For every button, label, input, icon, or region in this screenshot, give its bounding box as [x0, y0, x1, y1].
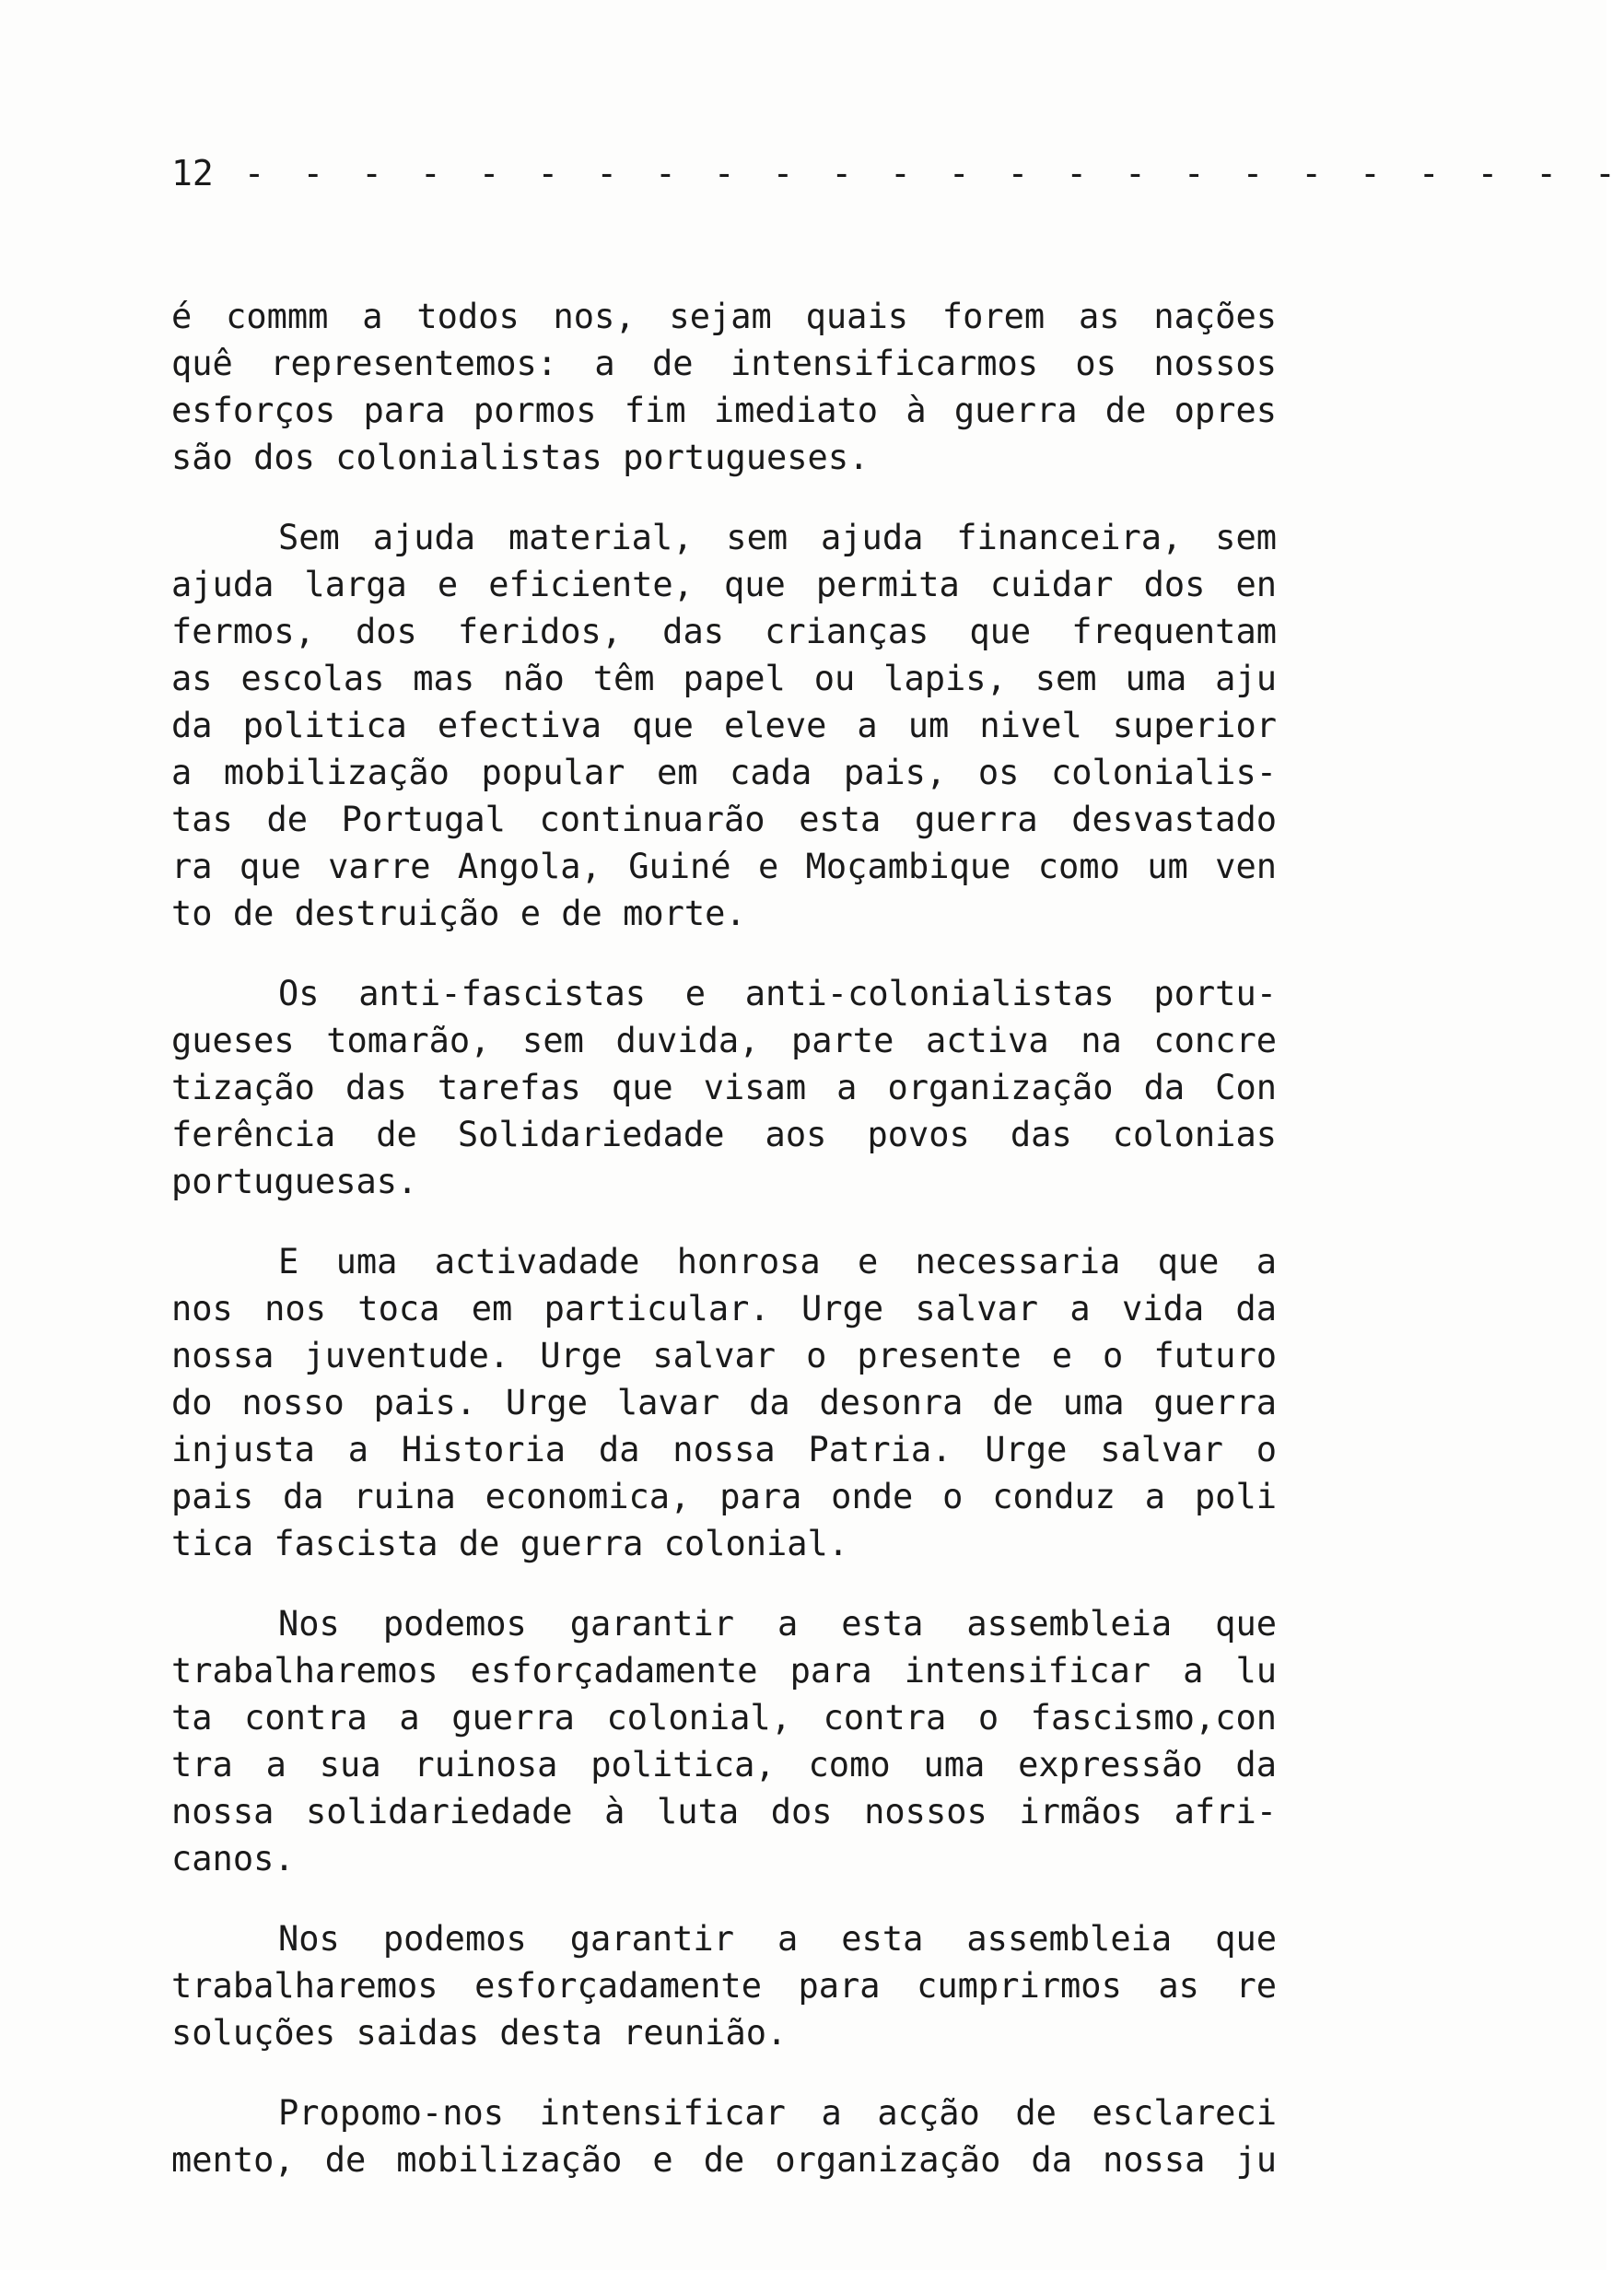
- text-line: Nos podemos garantir a esta assembleia que: [278, 1919, 1277, 1959]
- text-line: são dos colonialistas portugueses.: [171, 438, 870, 477]
- paragraph: [171, 1600, 1277, 1882]
- text-line: Os anti-fascistas e anti-colonialistas portu-: [278, 974, 1277, 1013]
- text-line: trabalharemos esforçadamente para cumprirmos as re: [171, 1966, 1277, 2006]
- text-line: ajuda larga e eficiente, que permita cuidar dos en: [171, 565, 1277, 604]
- text-line: tização das tarefas que visam a organização da Con: [171, 1068, 1277, 1107]
- body-text: [171, 293, 1277, 2183]
- text-line: as escolas mas não têm papel ou lapis, sem uma aju: [171, 659, 1277, 698]
- paragraph: [171, 970, 1277, 1205]
- text-line: ferência de Solidariedade aos povos das colonias: [171, 1115, 1277, 1154]
- text-line: injusta a Historia da nossa Patria. Urge salvar o: [171, 1430, 1277, 1469]
- text-line: do nosso pais. Urge lavar da desonra de uma guerra: [171, 1383, 1277, 1422]
- text-line: to de destruição e de morte.: [171, 894, 746, 933]
- text-line: esforços para pormos fim imediato à guerra de opres: [171, 391, 1277, 430]
- paragraph: [171, 2089, 1277, 2183]
- paragraph: [171, 293, 1277, 481]
- text-line: nossa juventude. Urge salvar o presente e o futuro: [171, 1336, 1277, 1375]
- text-line: E uma activadade honrosa e necessaria que a: [278, 1242, 1277, 1281]
- page-number: 12: [171, 153, 214, 193]
- paragraph: [171, 514, 1277, 937]
- text-line: da politica efectiva que eleve a um nivel superior: [171, 706, 1277, 745]
- text-line: soluções saidas desta reunião.: [171, 2013, 788, 2053]
- text-line: ra que varre Angola, Guiné e Moçambique como um ven: [171, 847, 1277, 886]
- text-line: é commm a todos nos, sejam quais forem as nações: [171, 297, 1277, 336]
- paragraph: [171, 1915, 1277, 2056]
- text-line: nos nos toca em particular. Urge salvar a vida da: [171, 1289, 1277, 1328]
- text-line: Propomo-nos intensificar a acção de esclareci: [278, 2093, 1277, 2133]
- text-line: portuguesas.: [171, 1162, 418, 1201]
- text-line: tra a sua ruinosa politica, como uma expressão da: [171, 1745, 1277, 1784]
- text-line: tica fascista de guerra colonial.: [171, 1524, 849, 1563]
- text-line: mento, de mobilização e de organização da nossa ju: [171, 2140, 1277, 2180]
- text-line: tas de Portugal continuarão esta guerra desvastado: [171, 800, 1277, 839]
- text-line: canos.: [171, 1839, 295, 1878]
- text-line: nossa solidariedade à luta dos nossos irmãos afri-: [171, 1792, 1277, 1831]
- text-line: trabalharemos esforçadamente para intensificar a lu: [171, 1651, 1277, 1691]
- header-dash-rule: - - - - - - - - - - - - - - - - - - - - - - - -: [243, 153, 1624, 193]
- text-line: Nos podemos garantir a esta assembleia que: [278, 1604, 1277, 1644]
- text-line: Sem ajuda material, sem ajuda financeira, sem: [278, 518, 1277, 557]
- text-line: pais da ruina economica, para onde o conduz a poli: [171, 1477, 1277, 1516]
- text-line: ta contra a guerra colonial, contra o fascismo,con: [171, 1698, 1277, 1738]
- text-line: fermos, dos feridos, das crianças que frequentam: [171, 612, 1277, 651]
- text-line: gueses tomarão, sem duvida, parte activa na concre: [171, 1021, 1277, 1060]
- text-line: a mobilização popular em cada pais, os colonialis-: [171, 753, 1277, 792]
- paragraph: [171, 1238, 1277, 1567]
- text-line: quê representemos: a de intensificarmos os nossos: [171, 344, 1277, 383]
- page-header: [171, 147, 1624, 199]
